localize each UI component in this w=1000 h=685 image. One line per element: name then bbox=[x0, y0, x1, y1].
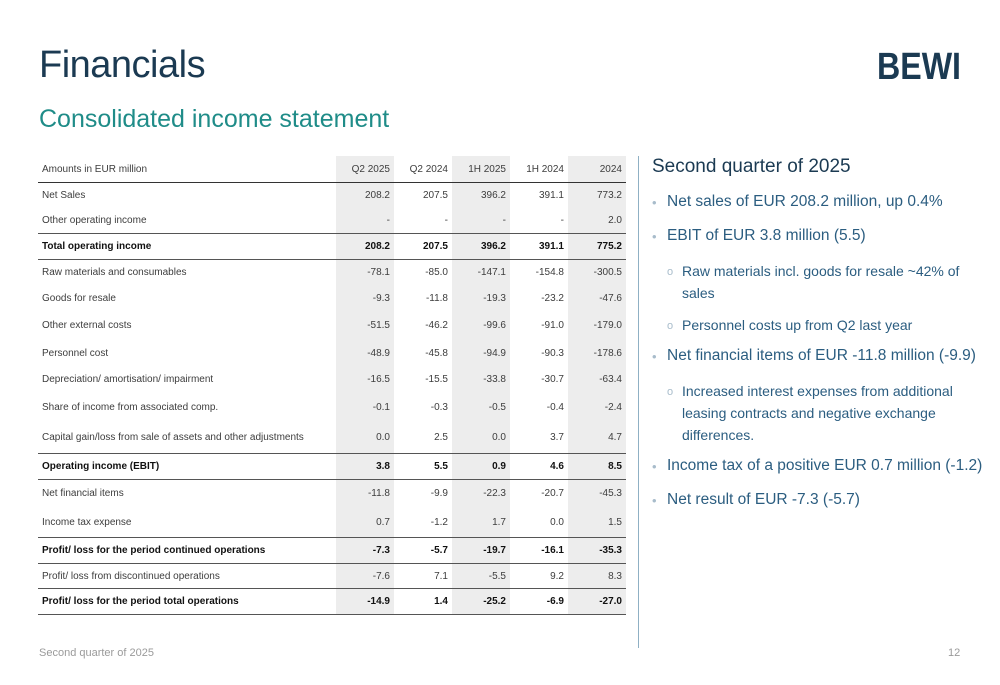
row-label: Raw materials and consumables bbox=[42, 266, 187, 278]
sub-bullet-circle-icon: o bbox=[667, 386, 674, 398]
bullet-dot-icon: • bbox=[652, 493, 657, 508]
table-row bbox=[38, 260, 626, 285]
column-header-q2-2024: Q2 2024 bbox=[394, 156, 452, 183]
row-label: Net financial items bbox=[42, 488, 124, 500]
row-value: -7.3 bbox=[336, 538, 394, 564]
row-value: -16.5 bbox=[336, 367, 394, 392]
table-row bbox=[38, 285, 626, 312]
row-value: -91.0 bbox=[541, 320, 564, 331]
row-label: Operating income (EBIT) bbox=[38, 454, 336, 480]
bullet-dot-icon: • bbox=[652, 229, 657, 244]
row-value: 9.2 bbox=[550, 570, 564, 582]
row-value: -90.3 bbox=[541, 347, 564, 359]
table-row bbox=[38, 312, 626, 340]
row-label: Total operating income bbox=[38, 234, 336, 260]
row-value: -14.9 bbox=[336, 589, 394, 615]
row-value: 396.2 bbox=[452, 234, 510, 260]
row-value: 775.2 bbox=[568, 234, 626, 260]
row-value: 0.0 bbox=[336, 423, 394, 454]
bullet-item bbox=[652, 490, 992, 510]
row-value: -48.9 bbox=[336, 340, 394, 367]
bullet-text: EBIT of EUR 3.8 million (5.5) bbox=[667, 227, 866, 244]
row-value: 207.5 bbox=[422, 190, 448, 202]
column-header-1h-2024: 1H 2024 bbox=[510, 156, 568, 183]
row-label: Other operating income bbox=[42, 215, 147, 227]
row-value: -45.8 bbox=[425, 347, 448, 359]
row-value: - bbox=[444, 215, 448, 227]
row-value: 208.2 bbox=[336, 183, 394, 209]
row-value: 0.9 bbox=[452, 454, 510, 480]
table-row bbox=[38, 367, 626, 392]
row-value: 2.0 bbox=[568, 209, 626, 234]
row-value: 773.2 bbox=[568, 183, 626, 209]
sub-bullet-item bbox=[652, 314, 992, 336]
income-statement-table bbox=[38, 156, 626, 615]
row-value: -35.3 bbox=[568, 538, 626, 564]
table-row bbox=[38, 234, 626, 260]
sub-bullet-item bbox=[652, 260, 992, 304]
svg-text:BEWI: BEWI bbox=[877, 46, 961, 88]
row-value: -19.7 bbox=[452, 538, 510, 564]
bullet-text: Personnel costs up from Q2 last year bbox=[682, 317, 913, 333]
row-value: -0.3 bbox=[430, 401, 448, 413]
row-value: 0.0 bbox=[550, 516, 564, 528]
row-value: -9.9 bbox=[430, 488, 448, 500]
row-value: -6.9 bbox=[510, 589, 568, 615]
row-value: 8.3 bbox=[568, 564, 626, 589]
sub-bullet-circle-icon: o bbox=[667, 320, 674, 332]
bullet-dot-icon: • bbox=[652, 459, 657, 474]
row-value: -300.5 bbox=[568, 260, 626, 285]
row-label: Profit/ loss for the period total operations bbox=[38, 589, 336, 615]
row-value: 1.4 bbox=[394, 589, 452, 615]
row-label: Net Sales bbox=[42, 190, 86, 202]
row-label: Income tax expense bbox=[42, 516, 132, 528]
row-value: -9.3 bbox=[336, 285, 394, 312]
row-label: Personnel cost bbox=[42, 347, 109, 359]
row-value: 0.0 bbox=[452, 423, 510, 454]
row-value: -19.3 bbox=[452, 285, 510, 312]
column-header-1h-2025: 1H 2025 bbox=[452, 156, 510, 183]
row-value: -23.2 bbox=[541, 292, 564, 304]
table-row bbox=[38, 423, 626, 454]
row-value: - bbox=[452, 209, 510, 234]
row-value: -47.6 bbox=[568, 285, 626, 312]
row-value: -179.0 bbox=[568, 312, 626, 340]
row-value: 4.6 bbox=[510, 454, 568, 480]
table-row bbox=[38, 508, 626, 538]
row-value: -25.2 bbox=[452, 589, 510, 615]
row-label: Depreciation/ amortisation/ impairment bbox=[42, 373, 214, 385]
row-value: -11.8 bbox=[425, 292, 448, 304]
bullet-item bbox=[652, 456, 992, 476]
row-value: -15.5 bbox=[425, 373, 448, 385]
bullet-text: Net sales of EUR 208.2 million, up 0.4% bbox=[667, 193, 943, 210]
column-header-label: Amounts in EUR million bbox=[38, 156, 336, 183]
table-row bbox=[38, 564, 626, 589]
row-value: 396.2 bbox=[452, 183, 510, 209]
row-label: Profit/ loss for the period continued operations bbox=[38, 538, 336, 564]
row-value: 0.7 bbox=[336, 508, 394, 538]
row-value: 3.8 bbox=[336, 454, 394, 480]
table-header-row bbox=[38, 156, 626, 183]
row-label: Share of income from associated comp. bbox=[42, 401, 219, 413]
row-value: 8.5 bbox=[568, 454, 626, 480]
table-row bbox=[38, 454, 626, 480]
row-value: 1.7 bbox=[452, 508, 510, 538]
page-number: 12 bbox=[948, 647, 961, 659]
row-label: Profit/ loss from discontinued operations bbox=[42, 570, 220, 582]
row-value: -0.1 bbox=[336, 392, 394, 423]
row-value: -7.6 bbox=[336, 564, 394, 589]
row-value: -154.8 bbox=[535, 266, 564, 278]
row-label: Capital gain/loss from sale of assets and other adjustments bbox=[42, 432, 304, 444]
row-value: -16.1 bbox=[510, 538, 568, 564]
row-value: -85.0 bbox=[425, 266, 448, 278]
row-value: -33.8 bbox=[452, 367, 510, 392]
bullet-text: Net result of EUR -7.3 (-5.7) bbox=[667, 491, 860, 508]
row-value: -178.6 bbox=[568, 340, 626, 367]
page-subtitle: Consolidated income statement bbox=[39, 105, 390, 133]
table-row bbox=[38, 209, 626, 234]
row-value: -30.7 bbox=[541, 373, 564, 385]
row-value: -2.4 bbox=[568, 392, 626, 423]
row-value: -0.5 bbox=[452, 392, 510, 423]
row-value: - bbox=[336, 209, 394, 234]
table-row bbox=[38, 538, 626, 564]
row-value: 2.5 bbox=[434, 432, 448, 444]
bewi-logo bbox=[877, 46, 961, 88]
row-value: -46.2 bbox=[425, 320, 448, 331]
bullet-item bbox=[652, 346, 992, 366]
table-row bbox=[38, 589, 626, 615]
row-value: -20.7 bbox=[541, 488, 564, 500]
row-value: -5.7 bbox=[394, 538, 452, 564]
bullet-text: Income tax of a positive EUR 0.7 million (-1.2) bbox=[667, 457, 983, 474]
row-value: -22.3 bbox=[452, 480, 510, 508]
row-label: Goods for resale bbox=[42, 292, 116, 304]
row-value: 5.5 bbox=[394, 454, 452, 480]
bullet-text: Raw materials incl. goods for resale ~42% of sales bbox=[682, 263, 960, 301]
row-value: 7.1 bbox=[434, 570, 448, 582]
column-divider bbox=[638, 156, 639, 648]
bullet-item bbox=[652, 226, 992, 246]
row-value: -5.5 bbox=[452, 564, 510, 589]
row-value: 391.1 bbox=[510, 234, 568, 260]
column-header-2024: 2024 bbox=[568, 156, 626, 183]
footer-text: Second quarter of 2025 bbox=[39, 647, 154, 659]
table-row bbox=[38, 392, 626, 423]
row-value: 4.7 bbox=[568, 423, 626, 454]
table-row bbox=[38, 183, 626, 209]
row-value: -51.5 bbox=[336, 312, 394, 340]
table-row bbox=[38, 480, 626, 508]
row-value: 3.7 bbox=[550, 432, 564, 444]
row-value: 1.5 bbox=[568, 508, 626, 538]
page-title: Financials bbox=[39, 44, 206, 86]
row-value: -147.1 bbox=[452, 260, 510, 285]
row-value: - bbox=[560, 215, 564, 227]
row-label: Other external costs bbox=[42, 320, 132, 331]
bullet-item bbox=[652, 192, 992, 212]
row-value: -45.3 bbox=[568, 480, 626, 508]
bullet-dot-icon: • bbox=[652, 349, 657, 364]
summary-bullets bbox=[652, 192, 992, 510]
summary-panel bbox=[652, 156, 992, 524]
table-row bbox=[38, 340, 626, 367]
row-value: -99.6 bbox=[452, 312, 510, 340]
row-value: -1.2 bbox=[430, 516, 448, 528]
row-value: -11.8 bbox=[336, 480, 394, 508]
column-header-q2-2025: Q2 2025 bbox=[336, 156, 394, 183]
row-value: -0.4 bbox=[546, 401, 564, 413]
bullet-text: Increased interest expenses from additional leasing contracts and negative exchange differences. bbox=[682, 383, 953, 443]
sub-bullet-circle-icon: o bbox=[667, 266, 674, 278]
bullet-text: Net financial items of EUR -11.8 million (-9.9) bbox=[667, 347, 976, 364]
row-value: 391.1 bbox=[538, 190, 564, 202]
row-value: -94.9 bbox=[452, 340, 510, 367]
row-value: -78.1 bbox=[336, 260, 394, 285]
bullet-dot-icon: • bbox=[652, 195, 657, 210]
row-value: -27.0 bbox=[568, 589, 626, 615]
row-value: 207.5 bbox=[394, 234, 452, 260]
summary-heading: Second quarter of 2025 bbox=[652, 156, 851, 177]
row-value: 208.2 bbox=[336, 234, 394, 260]
row-value: -63.4 bbox=[568, 367, 626, 392]
sub-bullet-item bbox=[652, 380, 992, 446]
